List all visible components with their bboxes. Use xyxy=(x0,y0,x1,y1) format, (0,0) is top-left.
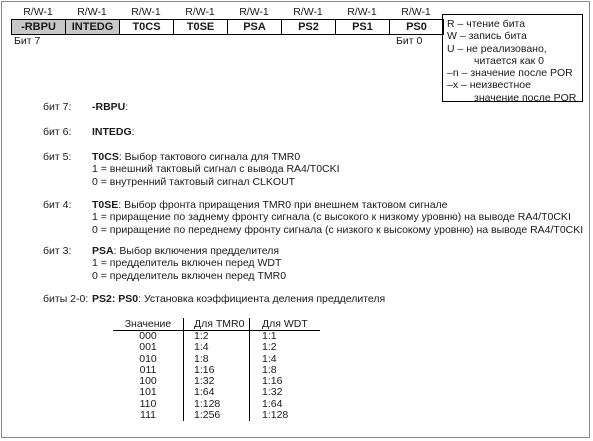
table-cell: 011 xyxy=(113,365,184,376)
bit-title xyxy=(92,126,135,138)
column-header: Для TMR0 xyxy=(184,318,250,331)
bit-title xyxy=(92,199,448,211)
bit-cell: PS0 xyxy=(406,21,427,33)
table-body xyxy=(113,331,320,422)
bit-label: бит 3: xyxy=(43,245,72,257)
bit-cell: PS2 xyxy=(282,20,336,34)
bit-label: бит 4: xyxy=(43,199,72,211)
legend-item: W – запись бита xyxy=(447,30,527,43)
table-cell: 111 xyxy=(113,410,184,421)
bit-label: бит 7: xyxy=(43,101,72,113)
table-cell: 1:2 xyxy=(262,341,277,354)
access-label: R/W-1 xyxy=(239,6,269,18)
access-row xyxy=(11,6,444,19)
table-cell: 1:128 xyxy=(262,409,289,422)
table-cell: 1:16 xyxy=(262,375,283,388)
table-cell: 1:256 xyxy=(184,410,250,421)
table-cell: 110 xyxy=(113,399,184,410)
bit-name: PSA xyxy=(92,245,114,257)
bit-cell: PSA xyxy=(228,20,282,34)
legend-item: U – не реализовано, xyxy=(447,42,547,55)
bit-low-label: Бит 0 xyxy=(396,35,423,47)
access-label: R/W-1 xyxy=(23,6,53,18)
legend-box xyxy=(442,14,583,102)
table-cell: 1:128 xyxy=(184,399,250,410)
table-cell: 1:8 xyxy=(184,354,250,365)
legend-item: –x – неизвестное xyxy=(447,79,531,92)
table-cell: 1:4 xyxy=(184,342,250,353)
table-cell: 1:32 xyxy=(262,386,283,399)
prescaler-table xyxy=(113,318,320,421)
table-cell: 001 xyxy=(113,342,184,353)
table-cell: 1:32 xyxy=(184,376,250,387)
table-cell: 100 xyxy=(113,376,184,387)
table-cell: 1:64 xyxy=(184,387,250,398)
bit-cell: T0CS xyxy=(120,20,174,34)
bit-cell: INTEDG xyxy=(66,20,120,34)
bit-name: PS2: PS0 xyxy=(92,293,139,305)
bit-name: T0CS xyxy=(92,151,119,163)
bit-title xyxy=(92,151,300,163)
register-bits xyxy=(11,19,444,35)
table-cell: 010 xyxy=(113,354,184,365)
bit-suffix: : xyxy=(131,126,135,138)
legend-item: R – чтение бита xyxy=(447,18,526,30)
bit-title xyxy=(92,293,385,305)
table-row xyxy=(113,342,320,353)
column-header: Значение xyxy=(113,318,184,331)
table-cell: 1:1 xyxy=(262,330,277,342)
table-cell: 1:2 xyxy=(184,331,250,343)
bit-title-text: : Выбор включения предделителя xyxy=(113,245,280,257)
access-label: R/W-1 xyxy=(77,6,107,18)
bit-name: -RBPU xyxy=(92,101,126,113)
bit-suffix: : xyxy=(125,101,129,113)
bit-name: INTEDG xyxy=(92,126,132,138)
bit-cell: -RBPU xyxy=(12,20,66,34)
bit-option: 0 = внутренний тактовый сигнал CLKOUT xyxy=(92,175,296,188)
access-label: R/W-1 xyxy=(293,6,323,18)
bit-position-labels xyxy=(11,35,444,47)
bit-label: биты 2-0: xyxy=(43,293,89,305)
bit-option: 0 = приращение по переднему фронту сигнала (с низкого к высокому уровню) на выводе RA4/T0CKI xyxy=(92,223,584,236)
legend-item: –n – значение после POR xyxy=(447,67,573,80)
column-header: Для WDT xyxy=(250,318,320,331)
table-cell: 1:8 xyxy=(262,363,277,376)
legend-item: значение после POR xyxy=(474,91,577,104)
bit-label: бит 6: xyxy=(43,126,72,138)
access-label: R/W-1 xyxy=(401,6,431,18)
bit-label: бит 5: xyxy=(43,151,72,163)
table-row xyxy=(113,410,320,421)
register-diagram xyxy=(11,6,444,47)
bit-title xyxy=(92,245,279,257)
bit-title-text: : Установка коэффициента деления предделителя xyxy=(138,293,386,305)
table-cell: 1:64 xyxy=(262,397,283,410)
legend-item: читается как 0 xyxy=(474,54,544,67)
access-label: R/W-1 xyxy=(347,6,377,18)
bit-title-text: : Выбор фронта приращения TMR0 при внешнем тактовом сигнале xyxy=(118,199,448,211)
bit-cell: T0SE xyxy=(174,20,228,34)
bit-name: T0SE xyxy=(92,199,119,211)
bit-high-label: Бит 7 xyxy=(14,35,41,47)
table-cell: 1:16 xyxy=(184,365,250,376)
bit-option: 1 = предделитель включен перед WDT xyxy=(92,257,282,270)
bit-option: 0 = предделитель включен перед TMR0 xyxy=(92,269,287,282)
prescaler-table-grid xyxy=(113,318,320,421)
table-cell: 1:4 xyxy=(262,352,277,365)
bit-title xyxy=(92,101,128,113)
table-cell: 000 xyxy=(113,331,184,343)
bit-option: 1 = внешний тактовый сигнал с вывода RA4/T0CKI xyxy=(92,163,340,176)
access-label: R/W-1 xyxy=(185,6,215,18)
table-header-row xyxy=(113,318,320,331)
bit-option: 1 = приращение по заднему фронту сигнала (с высокого к низкому уровню) на выводе RA4/T0CKI xyxy=(92,211,571,224)
bit-cell: PS1 xyxy=(336,20,390,34)
bit-title-text: : Выбор тактового сигнала для TMR0 xyxy=(118,151,301,163)
table-cell: 101 xyxy=(113,387,184,398)
access-label: R/W-1 xyxy=(131,6,161,18)
